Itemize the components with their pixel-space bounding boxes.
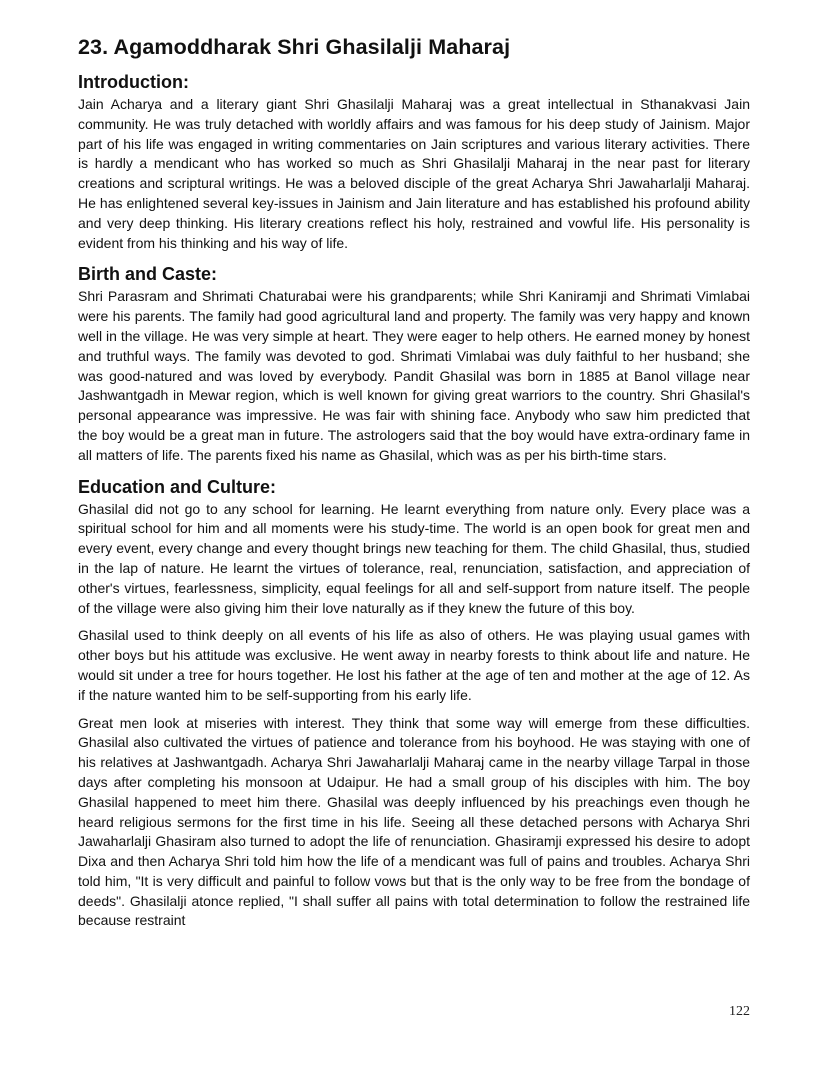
paragraph: Shri Parasram and Shrimati Chaturabai were his grandparents; while Shri Kaniramji and Shrimati Vimlabai were his parents. The family had good agricultural land and property. The family was very happy and known well in the village. He was very simple at heart. They were eager to help others. He earned money by honest and truthful ways. The family was devoted to god. Shrimati Vimlabai was duly faithful to her husband; she was good-natured and was loved by everybody. Pandit Ghasilal was born in 1885 at Banol village near Jashwantgadh in Mewar region, which is well known for giving great warriors to the country. Shri Ghasilal's personal appearance was impressive. He was fair with shining face. Anybody who saw him predicted that the boy would be a great man in future. The astrologers said that the boy would have extra-ordinary fame in all matters of life. The parents fixed his name as Ghasilal, which was as per his birth-time stars. (78, 288, 750, 463)
section-introduction (78, 71, 750, 253)
paragraph: Ghasilal did not go to any school for learning. He learnt everything from nature only. Every place was a spiritual school for him and all moments were his study-time. The world is an open book for great men and every event, every change and every thought brings new teaching for them. The child Ghasilal, thus, studied in the lap of nature. He learnt the virtues of tolerance, real, renunciation, satisfaction, and appreciation of other's virtues, fearlessness, simplicity, equal feelings for all and self-support from nature itself. The people of the village were also giving him their love naturally as if they knew the future of this boy. (78, 500, 750, 616)
paragraph: Jain Acharya and a literary giant Shri Ghasilalji Maharaj was a great intellectual in Sthanakvasi Jain community. He was truly detached with worldly affairs and was famous for his deep study of Jainism. Major part of his life was engaged in writing commentaries on Jain scriptures and various literary activities. There is hardly a mendicant who has worked so much as Shri Ghasilalji Maharaj in the near past for literary creations and scriptural writings. He was a beloved disciple of the great Acharya Shri Jawaharlalji Maharaj. He has enlightened several key-issues in Jainism and Jain literature and has established his profound ability and very deep thinking. His literary creations reflect his holy, restrained and vowful life. His personality is evident from his thinking and his way of life. (78, 96, 750, 251)
section-education-and-culture (78, 476, 750, 932)
section-heading: Education and Culture: (78, 476, 276, 497)
section-heading: Birth and Caste: (78, 264, 218, 285)
section-heading: Introduction: (78, 72, 189, 92)
chapter-title: 23. Agamoddharak Shri Ghasilalji Maharaj (78, 35, 511, 59)
page-number: 122 (729, 1004, 750, 1019)
paragraph: Great men look at miseries with interest. They think that some way will emerge from these difficulties. Ghasilal also cultivated the virtues of patience and tolerance from his boyhood. He was staying with one of his relatives at Jashwantgadh. Acharya Shri Jawaharlalji Maharaj came in the nearby village Tarpal in those days after completing his monsoon at Udaipur. He had a small group of his disciples with him. The boy Ghasilal happened to meet him there. Ghasilal was deeply influenced by his preachings even though he heard religious sermons for the first time in his life. Seeing all these detached persons with Acharya Shri Jawaharlalji Ghasiram also turned to adopt the life of renunciation. Ghasiramji expressed his desire to adopt Dixa and then Acharya Shri told him how the life of a mendicant was full of pains and troubles. Acharya Shri told him, "It is very difficult and painful to follow vows but that is the only way to be free from the bondage of deeds". Ghasilalji atonce replied, "I shall suffer all pains with total determination to follow the restrained life because restraint (78, 714, 750, 929)
page-content (78, 34, 750, 941)
section-birth-and-caste (78, 263, 750, 465)
paragraph: Ghasilal used to think deeply on all events of his life as also of others. He was playing usual games with other boys but his attitude was exclusive. He went away in nearby forests to think about life and nature. He would sit under a tree for hours together. He lost his father at the age of ten and mother at the age of 12. As if the nature wanted him to be self-supporting from his early life. (78, 627, 750, 703)
